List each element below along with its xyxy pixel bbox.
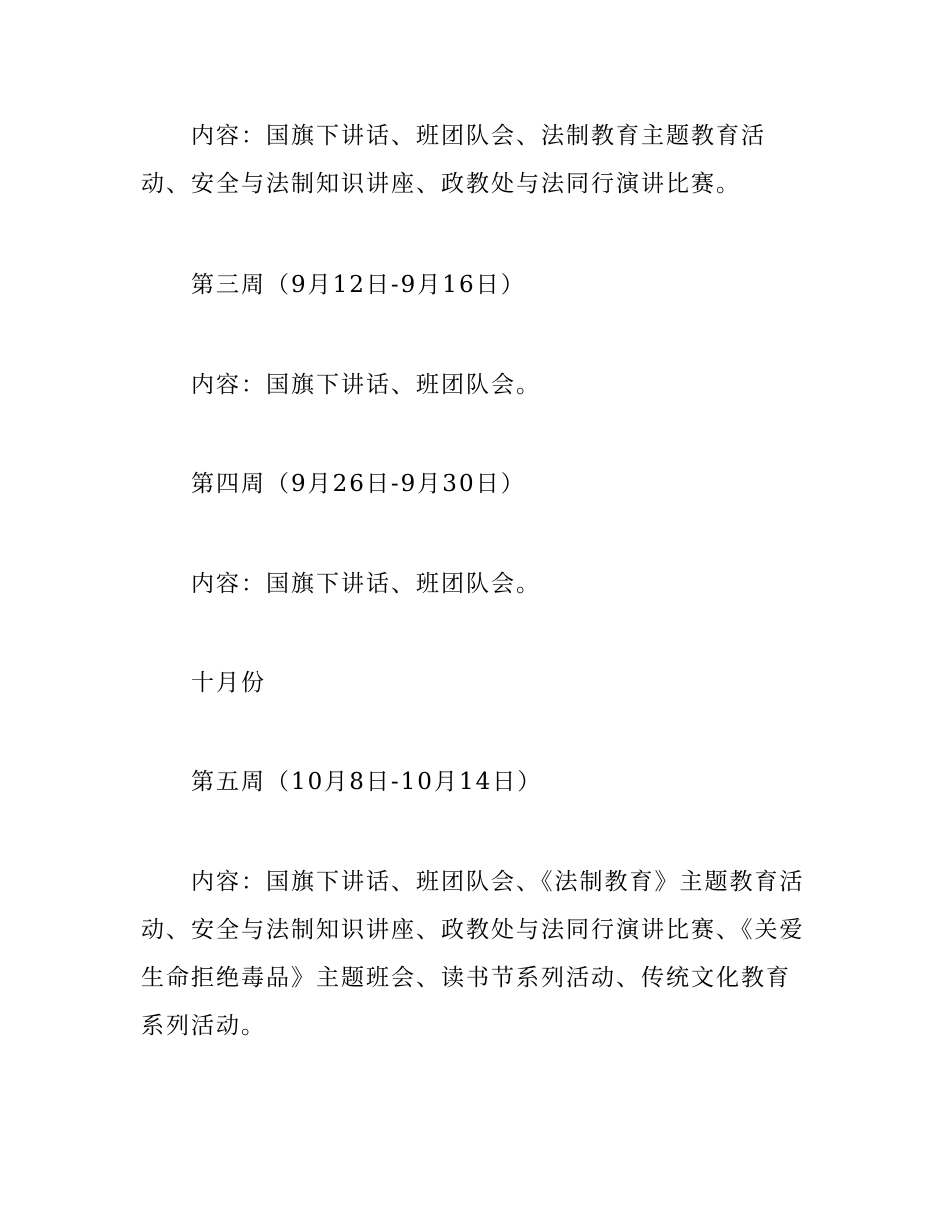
paragraph-content-week4: 内容：国旗下讲话、班团队会。 [191,571,541,597]
heading-october: 十月份 [191,670,266,696]
paragraph-content-week2: 内容：国旗下讲话、班团队会、法制教育主题教育活动、安全与法制知识讲座、政教处与法同行演讲比赛。 [141,123,766,197]
heading-week5: 第五周（10月8日-10月14日） [191,769,543,795]
paragraph-content-week3: 内容：国旗下讲话、班团队会。 [191,372,541,398]
heading-week3: 第三周（9月12日-9月16日） [191,272,526,298]
paragraph-content-week5: 内容：国旗下讲话、班团队会、《法制教育》主题教育活动、安全与法制知识讲座、政教处与法同行演讲比赛、《关爱生命拒绝毒品》主题班会、读书节系列活动、传统文化教育系列活动。 [141,869,805,1039]
heading-week4: 第四周（9月26日-9月30日） [191,471,526,497]
